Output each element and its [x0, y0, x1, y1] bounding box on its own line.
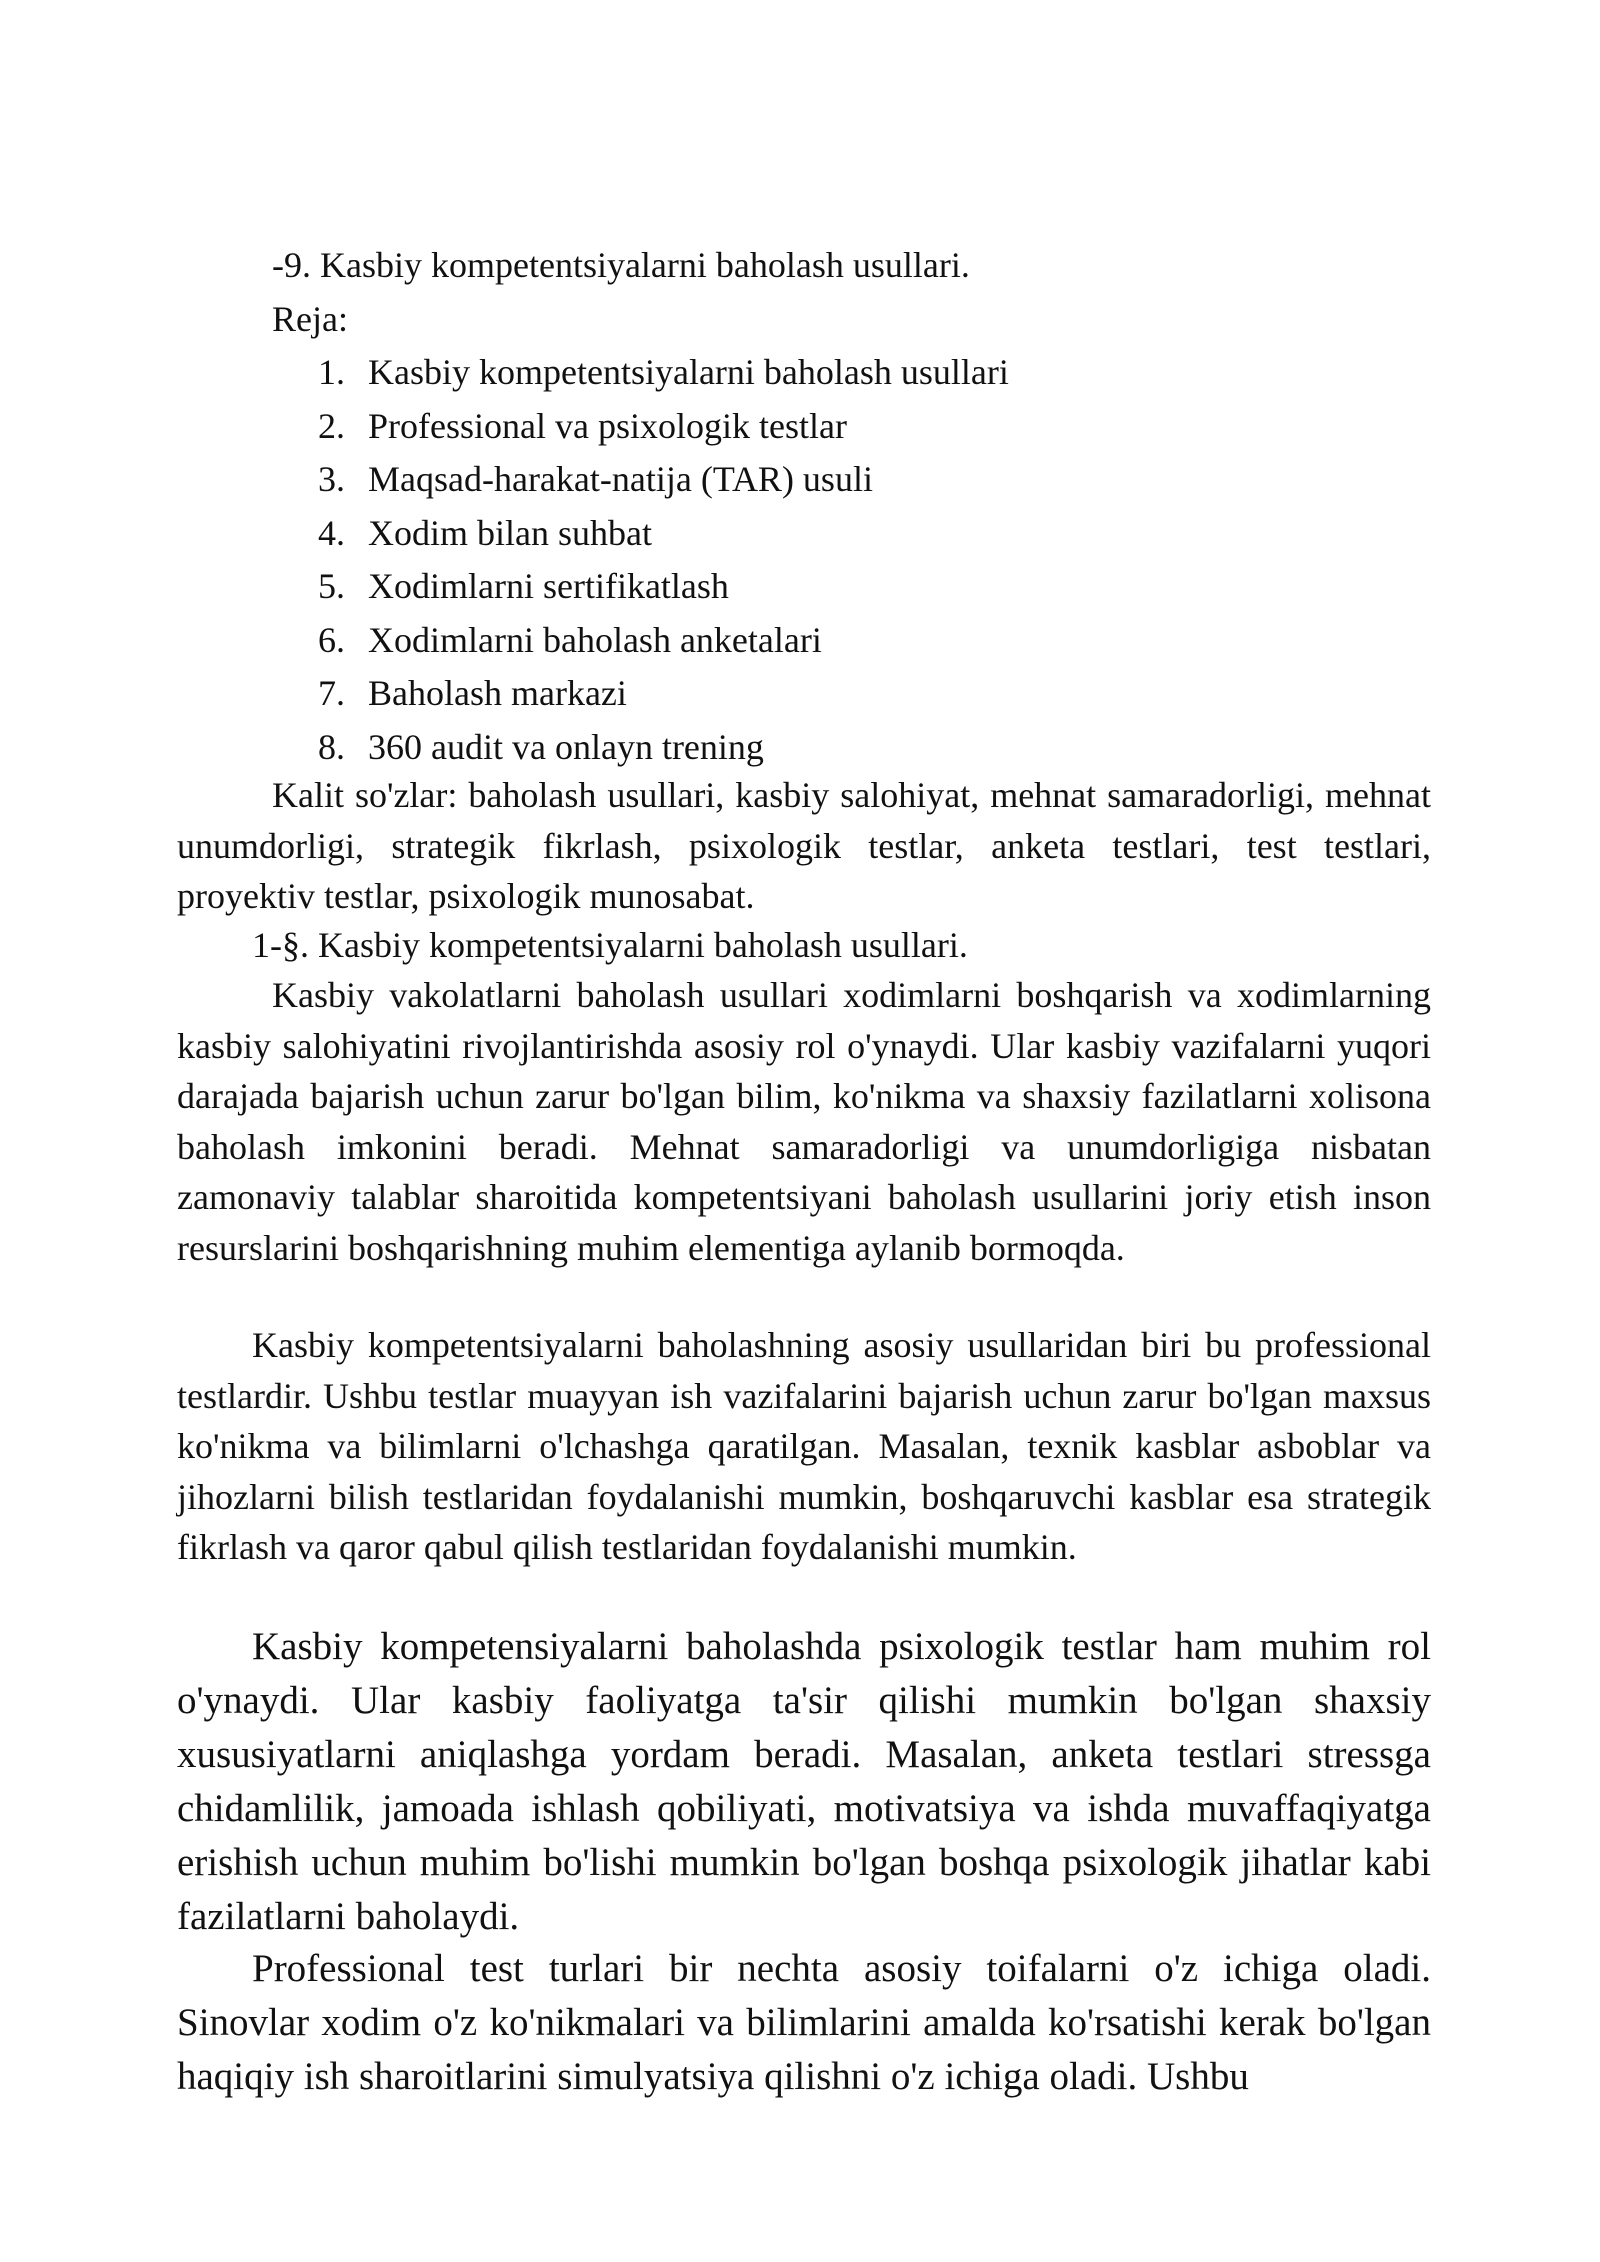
body-paragraph: Kasbiy kompetentsiyalarni baholashning asosiy usullaridan biri bu professional testlardir. Ushbu testlar muayyan ish vazifalarini bajarish uchun zarur bo'lgan maxsus ko'nikma va bilimlarni o'lchashga qaratilgan. Masalan, texnik kasblar asboblar va jihozlarni bilish testlaridan foydalanishi mumkin, boshqaruvchi kasblar esa strategik fikrlash va qaror qabul qilish testlaridan foydalanishi mumkin. — [177, 1325, 1431, 1567]
plan-label: Reja: — [272, 299, 348, 339]
plan-item — [318, 347, 1009, 397]
plan-item-text: Baholash markazi — [368, 673, 627, 713]
chapter-heading: -9. Kasbiy kompetentsiyalarni baholash usullari. — [272, 245, 970, 285]
plan-item-text: Professional va psixologik testlar — [368, 406, 847, 446]
plan-item-text: Maqsad-harakat-natija (TAR) usuli — [368, 459, 873, 499]
plan-item — [318, 508, 652, 558]
plan-item — [318, 615, 822, 665]
plan-item — [318, 401, 847, 451]
plan-item-text: Xodimlarni baholash anketalari — [368, 620, 822, 660]
plan-item-number: 8. — [318, 727, 345, 767]
plan-item-text: Xodimlarni sertifikatlash — [368, 566, 729, 606]
body-paragraph: Kasbiy kompetensiyalarni baholashda psixologik testlar ham muhim rol o'ynaydi. Ular kasbiy faoliyatga ta'sir qilishi mumkin bo'lgan shaxsiy xususiyatlarni aniqlashga yordam beradi. Masalan, anketa testlari stressga chidamlilik, jamoada ishlash qobiliyati, motivatsiya va ishda muvaffaqiyatga erishish uchun muhim bo'lishi mumkin bo'lgan boshqa psixologik jihatlar kabi fazilatlarni baholaydi. — [177, 1625, 1431, 1938]
plan-item-number: 7. — [318, 673, 345, 713]
plan-item-number: 1. — [318, 352, 345, 392]
plan-item-text: Xodim bilan suhbat — [368, 513, 652, 553]
plan-item — [318, 668, 627, 718]
keywords-paragraph: Kalit so'zlar: baholash usullari, kasbiy salohiyat, mehnat samaradorligi, mehnat unumdorligi, strategik fikrlash, psixologik testlar, anketa testlari, test testlari, proyektiv testlar, psixologik munosabat. — [177, 775, 1431, 916]
plan-item-text: 360 audit va onlayn trening — [368, 727, 764, 767]
plan-item-number: 6. — [318, 620, 345, 660]
section-heading: 1-§. Kasbiy kompetentsiyalarni baholash usullari. — [252, 925, 968, 965]
plan-item — [318, 722, 764, 772]
plan-item-number: 3. — [318, 459, 345, 499]
plan-item-number: 5. — [318, 566, 345, 606]
body-paragraph: Professional test turlari bir nechta asosiy toifalarni o'z ichiga oladi. Sinovlar xodim o'z ko'nikmalari va bilimlarini amalda ko'rsatishi kerak bo'lgan haqiqiy ish sharoitlarini simulyatsiya qilishni o'z ichiga oladi. Ushbu — [177, 1947, 1431, 2098]
plan-item-number: 4. — [318, 513, 345, 553]
plan-item-number: 2. — [318, 406, 345, 446]
body-paragraph: Kasbiy vakolatlarni baholash usullari xodimlarni boshqarish va xodimlarning kasbiy salohiyatini rivojlantirishda asosiy rol o'ynaydi. Ular kasbiy vazifalarni yuqori darajada bajarish uchun zarur bo'lgan bilim, ko'nikma va shaxsiy fazilatlarni xolisona baholash imkonini beradi. Mehnat samaradorligi va unumdorligiga nisbatan zamonaviy talablar sharoitida kompetentsiyani baholash usullarini joriy etish inson resurslarini boshqarishning muhim elementiga aylanib bormoqda. — [177, 975, 1431, 1268]
plan-item-text: Kasbiy kompetentsiyalarni baholash usullari — [368, 352, 1009, 392]
plan-item — [318, 454, 873, 504]
plan-item — [318, 561, 729, 611]
